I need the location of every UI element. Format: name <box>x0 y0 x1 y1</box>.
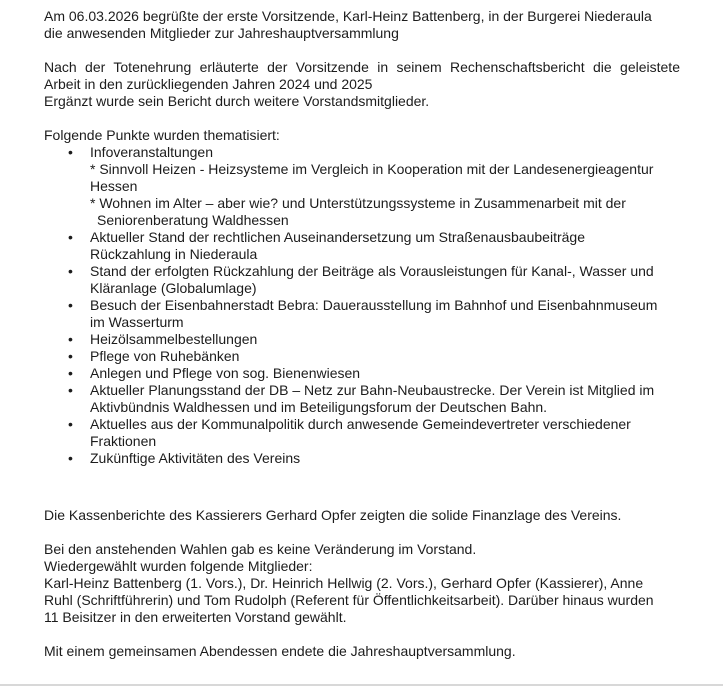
finances-paragraph-line: Die Kassenberichte des Kassierers Gerhard Opfer zeigten die solide Finanzlage des Vereins. <box>44 507 622 523</box>
report-paragraph-line: Arbeit in den zurückliegenden Jahren 2024 und 2025 <box>44 76 373 92</box>
closing-paragraph-line: Mit einem gemeinsamen Abendessen endete die Jahreshauptversammlung. <box>44 643 516 659</box>
topic-item-text: Aktueller Stand der rechtlichen Auseinandersetzung um Straßenausbaubeiträge <box>90 229 585 245</box>
topic-item-continuation: Hessen <box>90 178 138 194</box>
topic-item-continuation: Aktivbündnis Waldhessen und im Beteiligungsforum der Deutschen Bahn. <box>90 399 548 415</box>
bullet-icon: • <box>68 297 73 313</box>
elections-paragraph-line: Ruhl (Schriftführerin) und Tom Rudolph (Referent für Öffentlichkeitsarbeit). Darüber hinaus wurden <box>44 592 654 608</box>
topic-item-text: Pflege von Ruhebänken <box>90 348 240 364</box>
topic-item <box>44 382 680 399</box>
bullet-icon: • <box>68 382 73 398</box>
topic-item <box>44 348 680 365</box>
topic-item-continuation: Rückzahlung in Niederaula <box>90 246 258 262</box>
topic-item-continuation: im Wasserturm <box>90 314 184 330</box>
topic-item <box>44 416 680 433</box>
topic-item-text: Aktuelles aus der Kommunalpolitik durch anwesende Gemeindevertreter verschiedener <box>90 416 631 432</box>
report-paragraph-line: Nach der Totenehrung erläuterte der Vorsitzende in seinem Rechenschaftsbericht die geleistete <box>44 59 680 75</box>
intro-paragraph-line: Am 06.03.2026 begrüßte der erste Vorsitzende, Karl-Heinz Battenberg, in der Burgerei Niederaula <box>44 8 652 24</box>
topic-item-text: Zukünftige Aktivitäten des Vereins <box>90 450 301 466</box>
bullet-icon: • <box>68 263 73 279</box>
blank-line <box>44 467 680 484</box>
bullet-icon: • <box>68 450 73 466</box>
topic-item-continuation: * Sinnvoll Heizen - Heizsysteme im Vergleich in Kooperation mit der Landesenergieagentur <box>90 161 654 177</box>
blank-line <box>44 626 680 643</box>
elections-paragraph-line: Wiedergewählt wurden folgende Mitglieder: <box>44 558 313 574</box>
bullet-icon: • <box>68 229 73 245</box>
intro-paragraph-line: die anwesenden Mitglieder zur Jahreshauptversammlung <box>44 25 399 41</box>
topic-item-text: Aktueller Planungsstand der DB – Netz zur Bahn-Neubaustrecke. Der Verein ist Mitglied im <box>90 382 655 398</box>
bullet-icon: • <box>68 365 73 381</box>
topic-item-text: Heizölsammelbestellungen <box>90 331 258 347</box>
topics-list <box>44 144 680 467</box>
topic-item-text: Anlegen und Pflege von sog. Bienenwiesen <box>90 365 361 381</box>
topic-item-continuation: Fraktionen <box>90 433 157 449</box>
elections-paragraph-line: 11 Beisitzer in den erweiterten Vorstand gewählt. <box>44 609 347 625</box>
topic-item <box>44 144 680 161</box>
bullet-icon: • <box>68 144 73 160</box>
blank-line <box>44 524 680 541</box>
bullet-icon: • <box>68 416 73 432</box>
elections-paragraph-line: Karl-Heinz Battenberg (1. Vors.), Dr. Heinrich Hellwig (2. Vors.), Gerhard Opfer (Kassierer), Anne <box>44 575 644 591</box>
report-paragraph-line: Ergänzt wurde sein Bericht durch weitere Vorstandsmitglieder. <box>44 93 430 109</box>
topic-item <box>44 331 680 348</box>
topic-item-text: Infoveranstaltungen <box>90 144 213 160</box>
page-bottom-divider <box>0 684 723 686</box>
topic-item-text: Besuch der Eisenbahnerstadt Bebra: Dauerausstellung im Bahnhof und Eisenbahnmuseum <box>90 297 658 313</box>
topic-item <box>44 297 680 314</box>
topic-item <box>44 450 680 467</box>
blank-line <box>44 42 680 59</box>
topic-item-continuation: Kläranlage (Globalumlage) <box>90 280 257 296</box>
topic-item <box>44 263 680 280</box>
blank-line <box>44 484 680 507</box>
topic-item <box>44 365 680 382</box>
topic-item-text: Stand der erfolgten Rückzahlung der Beiträge als Vorausleistungen für Kanal-, Wasser und <box>90 263 654 279</box>
elections-paragraph-line: Bei den anstehenden Wahlen gab es keine Veränderung im Vorstand. <box>44 541 477 557</box>
topic-item <box>44 229 680 246</box>
topics-heading: Folgende Punkte wurden thematisiert: <box>44 127 280 143</box>
bullet-icon: • <box>68 348 73 364</box>
topic-item-continuation: Seniorenberatung Waldhessen <box>97 212 289 228</box>
bullet-icon: • <box>68 331 73 347</box>
topic-item-continuation: * Wohnen im Alter – aber wie? und Unterstützungssysteme in Zusammenarbeit mit der <box>90 195 626 211</box>
blank-line <box>44 110 680 127</box>
